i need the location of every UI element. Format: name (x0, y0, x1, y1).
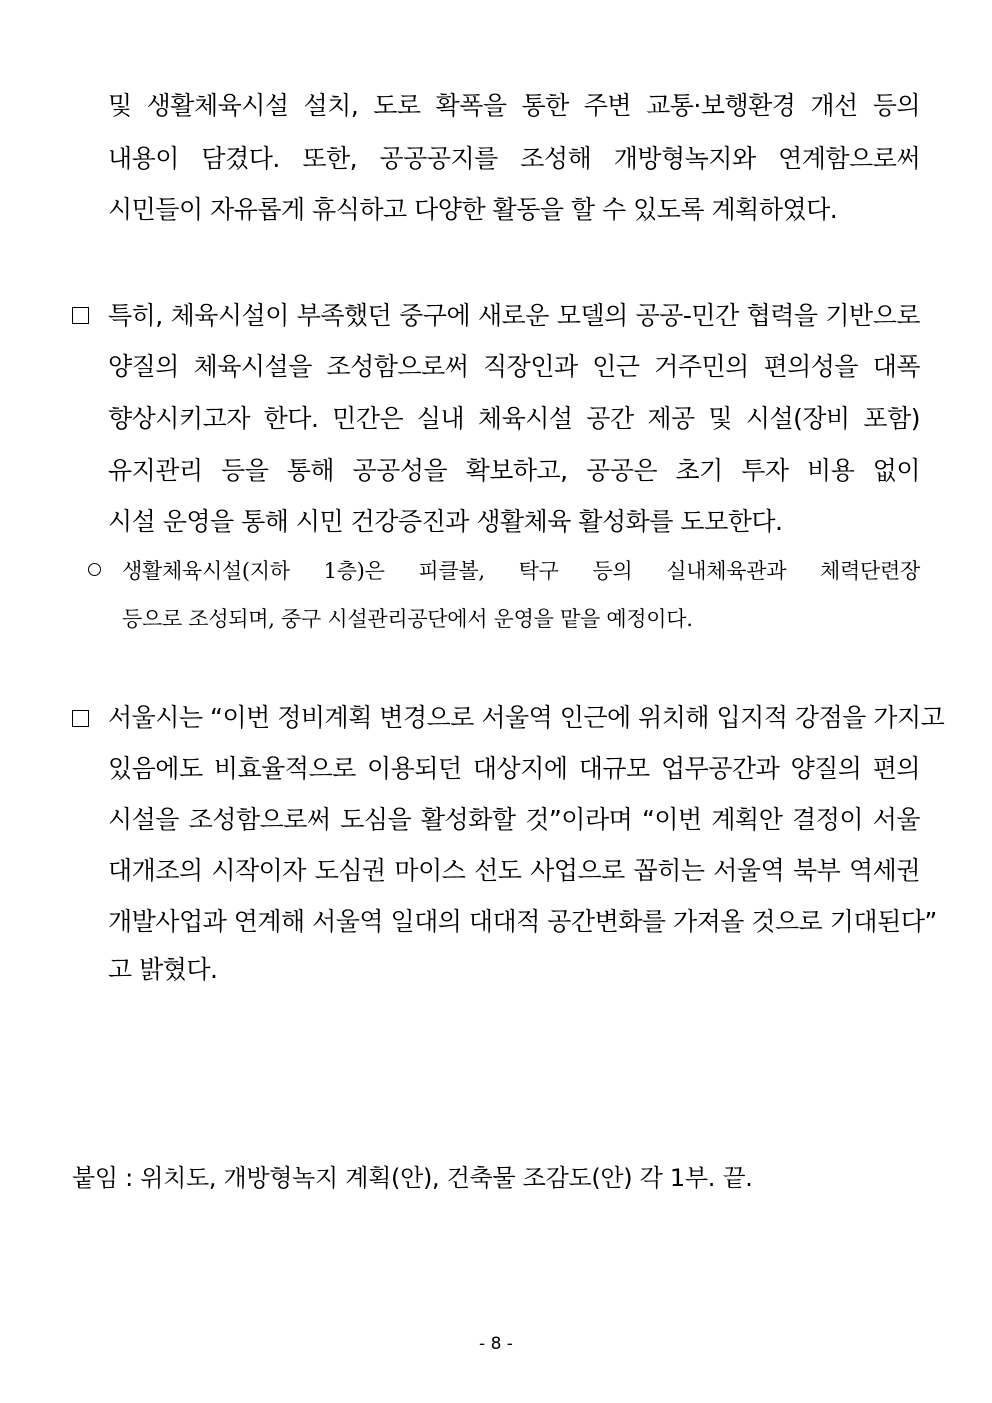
paragraph1-line-1: 및 생활체육시설 설치, 도로 확폭을 통한 주변 교통·보행환경 개선 등의 (108, 91, 920, 120)
paragraph3-line-6: 고 밝혔다. (108, 955, 218, 984)
paragraph2-line-3: 향상시키고자 한다. 민간은 실내 체육시설 공간 제공 및 시설(장비 포함) (108, 404, 920, 433)
paragraph2-sub-line-1: 생활체육시설(지하 1층)은 피클볼, 탁구 등의 실내체육관과 체력단련장 (122, 559, 920, 583)
paragraph2-line-1: 특히, 체육시설이 부족했던 중구에 새로운 모델의 공공-민간 협력을 기반으로 (108, 301, 920, 330)
paragraph3-line-3: 시설을 조성함으로써 도심을 활성화할 것”이라며 “이번 계획안 결정이 서울 (108, 805, 920, 834)
paragraph2-line-2: 양질의 체육시설을 조성함으로써 직장인과 인근 거주민의 편의성을 대폭 (108, 352, 920, 381)
paragraph2-line-5: 시설 운영을 통해 시민 건강증진과 생활체육 활성화를 도모한다. (108, 507, 783, 536)
paragraph3-line-5: 개발사업과 연계해 서울역 일대의 대대적 공간변화를 가져올 것으로 기대된다” (108, 907, 937, 936)
paragraph1-line-2: 내용이 담겼다. 또한, 공공공지를 조성해 개방형녹지와 연계함으로써 (108, 144, 920, 173)
attachment-note: 붙임 : 위치도, 개방형녹지 계획(안), 건축물 조감도(안) 각 1부. 끝. (72, 1164, 753, 1192)
paragraph2-sub-line-2: 등으로 조성되며, 중구 시설관리공단에서 운영을 맡을 예정이다. (122, 607, 693, 631)
page-number: - 8 - (479, 1334, 513, 1354)
paragraph3-line-2: 있음에도 비효율적으로 이용되던 대상지에 대규모 업무공간과 양질의 편의 (108, 754, 920, 783)
paragraph3-checkbox-bullet (72, 710, 89, 727)
paragraph2-sub-bullet (88, 563, 101, 576)
paragraph2-checkbox-bullet (72, 307, 89, 324)
paragraph1-line-3: 시민들이 자유롭게 휴식하고 다양한 활동을 할 수 있도록 계획하였다. (108, 195, 838, 224)
paragraph2-line-4: 유지관리 등을 통해 공공성을 확보하고, 공공은 초기 투자 비용 없이 (108, 456, 920, 485)
paragraph3-line-1: 서울시는 “이번 정비계획 변경으로 서울역 인근에 위치해 입지적 강점을 가지고 (108, 703, 945, 732)
paragraph3-line-4: 대개조의 시작이자 도심권 마이스 선도 사업으로 꼽히는 서울역 북부 역세권 (108, 856, 920, 885)
